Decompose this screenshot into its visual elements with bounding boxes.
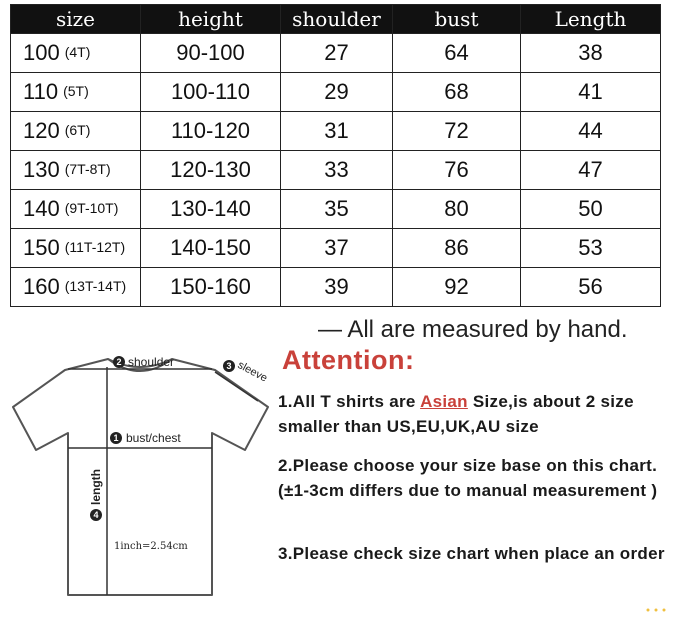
header-size: size xyxy=(11,5,141,34)
table-row xyxy=(11,151,661,190)
attention-item-3: 3.Please check size chart when place an order xyxy=(278,544,665,563)
size-cell xyxy=(11,268,141,307)
size-cell xyxy=(11,229,141,268)
size-alt: (11T-12T) xyxy=(64,239,126,255)
size-cell xyxy=(11,112,141,151)
attention-title: Attention: xyxy=(282,345,415,375)
length-cell: 50 xyxy=(521,190,661,229)
size-value: 110 xyxy=(23,79,59,104)
badge-2-text: 2 xyxy=(116,357,122,367)
header-shoulder: shoulder xyxy=(281,5,393,34)
header-height: height xyxy=(141,5,281,34)
size-alt: (4T) xyxy=(64,44,91,60)
bust-cell: 80 xyxy=(393,190,521,229)
decorative-dots xyxy=(642,605,682,615)
bust-cell: 76 xyxy=(393,151,521,190)
badge-4-text: 4 xyxy=(93,510,99,520)
size-value: 160 xyxy=(23,274,60,299)
tshirt-measurement-diagram xyxy=(10,345,275,610)
size-value: 100 xyxy=(23,40,60,65)
size-value: 140 xyxy=(23,196,60,221)
table-row xyxy=(11,112,661,151)
size-alt: (7T-8T) xyxy=(64,161,111,177)
badge-1-text: 1 xyxy=(113,433,119,443)
tshirt-outline xyxy=(13,359,268,595)
height-cell: 150-160 xyxy=(141,268,281,307)
shoulder-cell: 29 xyxy=(281,73,393,112)
shoulder-cell: 39 xyxy=(281,268,393,307)
shoulder-cell: 31 xyxy=(281,112,393,151)
size-chart-header xyxy=(11,5,661,34)
length-label: length xyxy=(89,469,103,505)
attention-item-2: 2.Please choose your size base on this chart.(±1-3cm differs due to manual measurement ) xyxy=(278,456,658,500)
size-alt: (5T) xyxy=(63,83,89,99)
size-value: 120 xyxy=(23,118,60,143)
length-cell: 44 xyxy=(521,112,661,151)
length-cell: 47 xyxy=(521,151,661,190)
sleeve-label: sleeve xyxy=(235,359,270,385)
height-cell: 110-120 xyxy=(141,112,281,151)
size-cell xyxy=(11,151,141,190)
length-cell: 56 xyxy=(521,268,661,307)
inch-conversion-label: 1inch=2.54cm xyxy=(114,541,188,552)
attention-item-1-prefix: 1.All T shirts are xyxy=(278,392,421,411)
size-cell xyxy=(11,190,141,229)
shoulder-cell: 37 xyxy=(281,229,393,268)
height-cell: 90-100 xyxy=(141,34,281,73)
table-row xyxy=(11,229,661,268)
shoulder-label: shoulder xyxy=(128,355,175,369)
table-row xyxy=(11,190,661,229)
table-row xyxy=(11,268,661,307)
bust-cell: 86 xyxy=(393,229,521,268)
length-cell: 38 xyxy=(521,34,661,73)
bust-cell: 64 xyxy=(393,34,521,73)
size-alt: (9T-10T) xyxy=(64,200,119,216)
size-value: 130 xyxy=(23,157,60,182)
shoulder-cell: 33 xyxy=(281,151,393,190)
size-chart-table xyxy=(10,4,661,307)
table-row xyxy=(11,73,661,112)
header-bust: bust xyxy=(393,5,521,34)
height-cell: 100-110 xyxy=(141,73,281,112)
bust-cell: 72 xyxy=(393,112,521,151)
height-cell: 120-130 xyxy=(141,151,281,190)
header-length: Length xyxy=(521,5,661,34)
length-cell: 53 xyxy=(521,229,661,268)
bust-label: bust/chest xyxy=(126,431,181,445)
size-alt: (6T) xyxy=(64,122,91,138)
asian-highlight: Asian xyxy=(420,392,468,411)
attention-item-1 xyxy=(278,389,678,439)
attention-item-1-suffix: Size,is about 2 size smaller than US,EU,UK,AU size xyxy=(278,392,634,436)
height-cell: 140-150 xyxy=(141,229,281,268)
measured-by-hand-note: — All are measured by hand. xyxy=(318,316,628,343)
height-cell: 130-140 xyxy=(141,190,281,229)
shoulder-cell: 35 xyxy=(281,190,393,229)
shoulder-cell: 27 xyxy=(281,34,393,73)
badge-3-text: 3 xyxy=(226,361,232,371)
bust-cell: 68 xyxy=(393,73,521,112)
bust-cell: 92 xyxy=(393,268,521,307)
size-cell xyxy=(11,73,141,112)
size-cell xyxy=(11,34,141,73)
table-row xyxy=(11,34,661,73)
size-value: 150 xyxy=(23,235,60,260)
length-cell: 41 xyxy=(521,73,661,112)
size-alt: (13T-14T) xyxy=(64,278,127,294)
